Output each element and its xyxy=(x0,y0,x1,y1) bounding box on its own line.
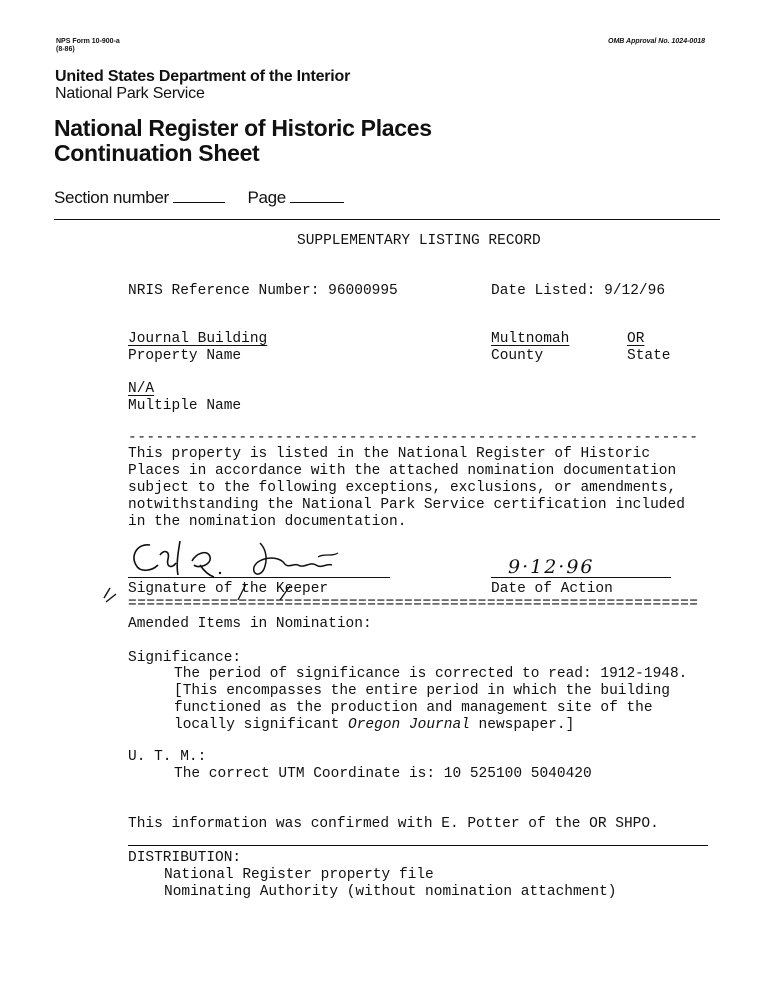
confirmation-note: This information was confirmed with E. Potter of the OR SHPO. xyxy=(128,816,659,832)
dash-rule: -------------------------------------------------------------- xyxy=(128,430,699,446)
utm-coordinate: 10 525100 5040420 xyxy=(443,766,592,782)
significance-line: The period of significance is corrected to read: 1912-1948. xyxy=(174,666,688,682)
nris-reference xyxy=(128,283,398,300)
amended-heading: Amended Items in Nomination: xyxy=(128,616,372,632)
multiple-name-label: Multiple Name xyxy=(128,398,242,414)
property-name: Journal Building xyxy=(128,331,268,347)
nris-value: 96000995 xyxy=(328,283,398,299)
department-name: United States Department of the Interior xyxy=(55,68,351,85)
utm-text xyxy=(174,766,592,783)
listing-line: Places in accordance with the attached nomination documentation xyxy=(128,463,677,479)
section-number-field xyxy=(173,201,225,203)
nris-label: NRIS Reference Number: xyxy=(128,283,320,299)
date-listed xyxy=(491,283,665,300)
significance-label: Significance: xyxy=(128,650,242,666)
listing-line: This property is listed in the National Register of Historic xyxy=(128,446,651,462)
signature-line xyxy=(128,577,390,578)
page-field xyxy=(290,201,344,203)
significance-line4-pre: locally significant xyxy=(174,717,349,733)
record-heading: SUPPLEMENTARY LISTING RECORD xyxy=(297,233,541,249)
distribution-list xyxy=(164,867,616,901)
section-page-line xyxy=(54,188,344,208)
service-name: National Park Service xyxy=(55,85,205,102)
significance-text xyxy=(174,666,687,734)
form-number: NPS Form 10-900-a xyxy=(56,38,120,45)
distribution-label: DISTRIBUTION: xyxy=(128,850,242,866)
page-label: Page xyxy=(247,188,286,207)
double-rule: ============================================================== xyxy=(128,596,699,612)
significance-line: [This encompasses the entire period in which the building xyxy=(174,683,670,699)
property-name-label: Property Name xyxy=(128,348,242,364)
date-of-action-line xyxy=(491,577,671,578)
section-number-label: Section number xyxy=(54,188,169,207)
state-label: State xyxy=(627,348,671,364)
date-listed-value: 9/12/96 xyxy=(604,283,666,299)
distribution-item: Nominating Authority (without nomination attachment) xyxy=(164,884,617,900)
county-label: County xyxy=(491,348,544,364)
distribution-rule xyxy=(128,845,708,846)
utm-label: U. T. M.: xyxy=(128,749,207,765)
state-value: OR xyxy=(627,331,645,347)
multiple-name-value: N/A xyxy=(128,381,155,397)
distribution-item: National Register property file xyxy=(164,867,434,883)
listing-statement xyxy=(128,446,685,531)
date-of-action-handwritten: 9·12·96 xyxy=(508,556,595,578)
page-subtitle: Continuation Sheet xyxy=(54,140,260,166)
listing-line: notwithstanding the National Park Service certification included xyxy=(128,497,685,513)
significance-line xyxy=(174,717,687,734)
significance-line4-post: newspaper.] xyxy=(469,717,575,733)
significance-line: functioned as the production and management site of the xyxy=(174,700,653,716)
date-of-action-label: Date of Action xyxy=(491,581,613,597)
utm-text-label: The correct UTM Coordinate is: xyxy=(174,766,436,782)
listing-line: in the nomination documentation. xyxy=(128,514,407,530)
date-listed-label: Date Listed: xyxy=(491,283,596,299)
signature-check-mark xyxy=(100,582,124,606)
omb-approval: OMB Approval No. 1024-0018 xyxy=(608,38,705,45)
newspaper-name: Oregon Journal xyxy=(348,717,470,733)
form-date: (8-86) xyxy=(56,46,75,53)
page-title: National Register of Historic Places xyxy=(54,115,432,141)
header-rule xyxy=(54,219,720,220)
listing-line: subject to the following exceptions, exclusions, or amendments, xyxy=(128,480,677,496)
signature-label: Signature of the Keeper xyxy=(128,581,329,597)
county-value: Multnomah xyxy=(491,331,570,347)
